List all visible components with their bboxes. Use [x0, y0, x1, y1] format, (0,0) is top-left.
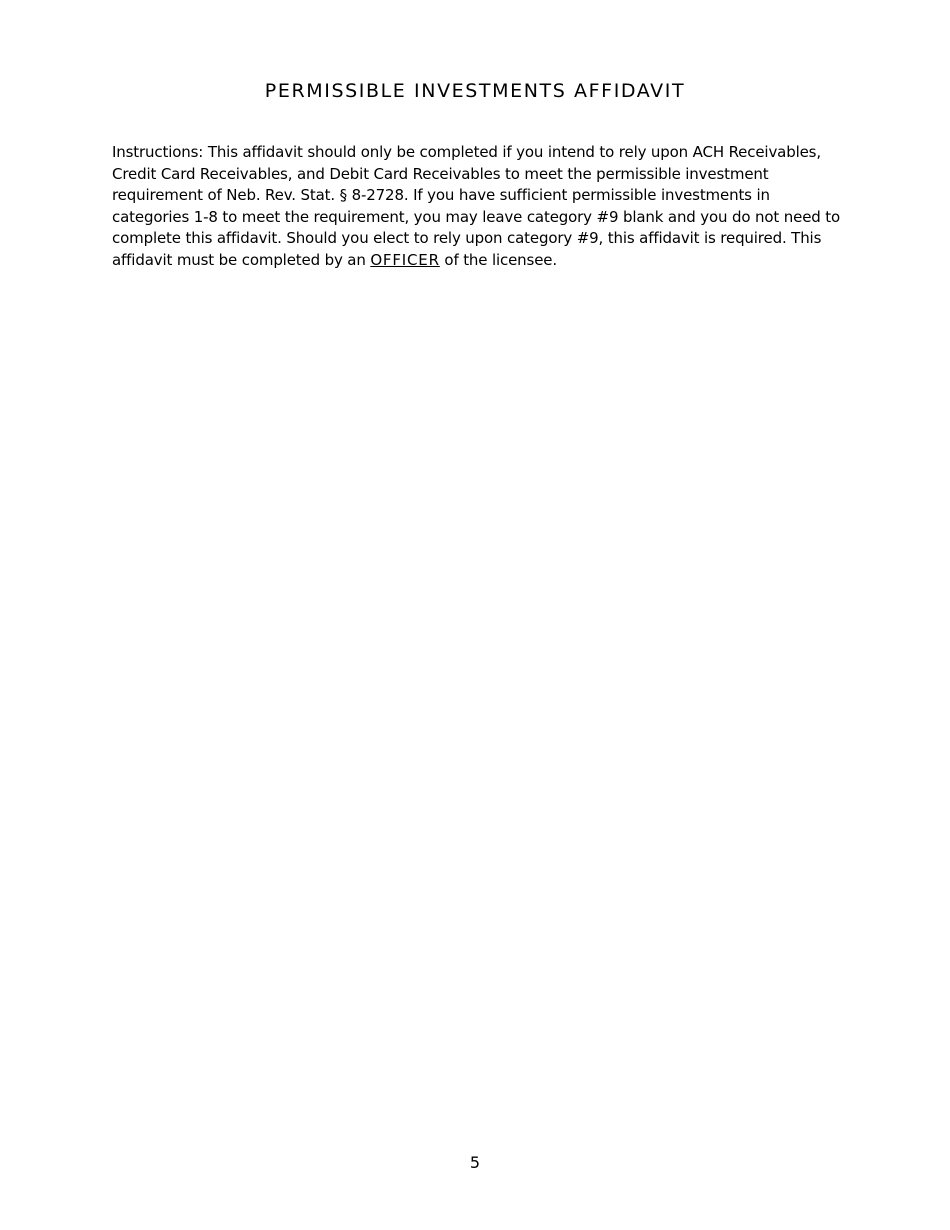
page-number: 5 [469, 1153, 481, 1172]
instructions-text-start: Instructions: This affidavit should only be completed if you intend to rely upon ACH Receivables, Credit Card Receivables, and Debit Card Receivables to meet the permissible investment requirement of Neb. Rev. Stat. § 8-2728. If you have sufficient permissible investments in categories 1-8 to meet the requirement, you may leave category #9 blank and you do not need to complete this affidavit. Should you elect to rely upon category #9, this affidavit is required. This affidavit must be completed by an [112, 143, 841, 269]
officer-emphasis: OFFICER [370, 250, 440, 269]
document-title: PERMISSIBLE INVESTMENTS AFFIDAVIT [264, 80, 686, 102]
instructions-text-end: of the licensee. [439, 250, 557, 269]
instructions-paragraph [112, 142, 847, 271]
